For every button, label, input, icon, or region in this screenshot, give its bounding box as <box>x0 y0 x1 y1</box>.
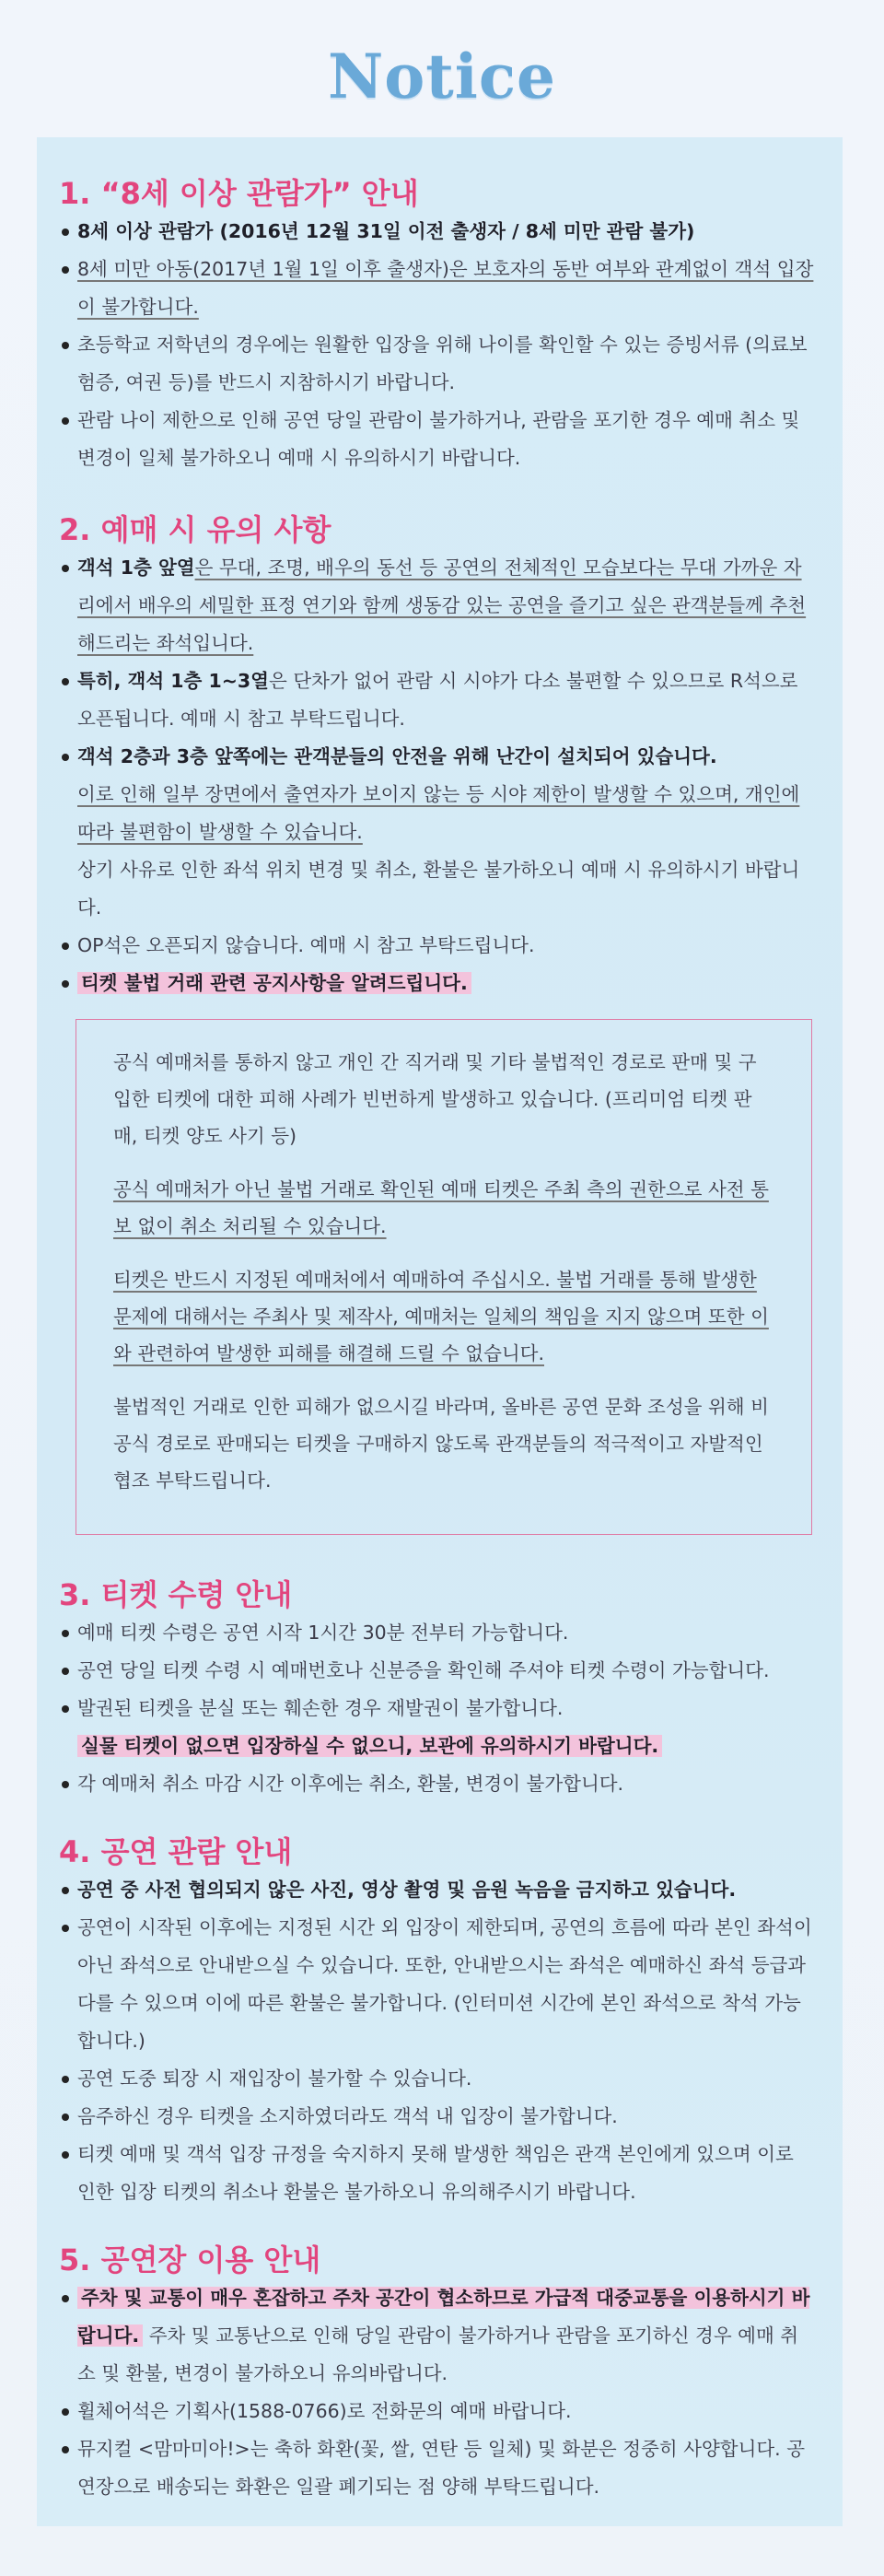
page-title: Notice <box>327 41 557 112</box>
box-paragraph-3: 티켓은 반드시 지정된 예매처에서 예매하여 주십시오. 불법 거래를 통해 발생한 문제에 대해서는 주최사 및 제작사, 예매처는 일체의 책임을 지지 않으며 또한 이와 관련하여 발생한 피해를 해결해 드릴 수 없습니다. <box>113 1269 769 1364</box>
s3-item-3-highlight: 실물 티켓이 없으면 입장하실 수 없으니, 보관에 유의하시기 바랍니다. <box>77 1735 662 1757</box>
s1-item-2-text: 8세 미만 아동(2017년 1월 1일 이후 출생자)은 보호자의 동반 여부와 관계없이 객석 입장이 불가합니다. <box>77 258 814 318</box>
s3-item-1: 예매 티켓 수령은 공연 시작 1시간 30분 전부터 가능합니다. <box>59 1614 814 1652</box>
s2-item-1 <box>59 549 814 662</box>
s3-item-3 <box>59 1690 814 1765</box>
s2-item-3 <box>59 738 814 927</box>
s2-item-5 <box>59 965 814 1002</box>
s4-item-2: 공연이 시작된 이후에는 지정된 시간 외 입장이 제한되며, 공연의 흐름에 따라 본인 좌석이 아닌 좌석으로 안내받으실 수 있습니다. 또한, 안내받으시는 좌석은 예매하신 좌석 등급과 다를 수 있으며 이에 따른 환불은 불가합니다. (인터미션 시간에 본인 좌석으로 착석 가능합니다.) <box>59 1909 814 2060</box>
s2-item-2 <box>59 662 814 738</box>
s5-item-2: 휠체어석은 기획사(1588-0766)로 전화문의 예매 바랍니다. <box>59 2393 814 2430</box>
box-paragraph-2: 공식 예매처가 아닌 불법 거래로 확인된 예매 티켓은 주최 측의 권한으로 사전 통보 없이 취소 처리될 수 있습니다. <box>113 1178 769 1237</box>
s3-item-2: 공연 당일 티켓 수령 시 예매번호나 신분증을 확인해 주셔야 티켓 수령이 가능합니다. <box>59 1652 814 1690</box>
s2-item-5-highlight: 티켓 불법 거래 관련 공지사항을 알려드립니다. <box>77 972 471 994</box>
s2-item-1-text: 은 무대, 조명, 배우의 동선 등 공연의 전체적인 모습보다는 무대 가까운 자리에서 배우의 세밀한 표정 연기와 함께 생동감 있는 공연을 즐기고 싶은 관객분들께 추천해드리는 좌석입니다. <box>77 556 807 654</box>
s4-item-3: 공연 도중 퇴장 시 재입장이 불가할 수 있습니다. <box>59 2060 814 2098</box>
s2-item-3-bold: 객석 2층과 3층 앞쪽에는 관객분들의 안전을 위해 난간이 설치되어 있습니다. <box>77 745 717 767</box>
s1-item-3: 초등학교 저학년의 경우에는 원활한 입장을 위해 나이를 확인할 수 있는 증빙서류 (의료보험증, 여권 등)를 반드시 지참하시기 바랍니다. <box>59 326 814 402</box>
s4-item-4: 음주하신 경우 티켓을 소지하였더라도 객석 내 입장이 불가합니다. <box>59 2098 814 2136</box>
section-1-title: 1. “8세 이상 관람가” 안내 <box>59 176 419 211</box>
notice-content <box>59 170 814 2506</box>
s2-item-4: OP석은 오픈되지 않습니다. 예매 시 참고 부탁드립니다. <box>59 927 814 965</box>
s4-item-1: 공연 중 사전 협의되지 않은 사진, 영상 촬영 및 음원 녹음을 금지하고 있습니다. <box>59 1871 814 1909</box>
s2-item-2-bold: 특히, 객석 1층 1~3열 <box>77 670 269 692</box>
section-5-title: 5. 공연장 이용 안내 <box>59 2242 321 2277</box>
s5-item-1-highlight: 주차 및 교통이 매우 혼잡하고 주차 공간이 협소하므로 가급적 대중교통을 이용하시기 바랍니다. <box>77 2287 810 2347</box>
s2-item-3-text: 상기 사유로 인한 좌석 위치 변경 및 취소, 환불은 불가하오니 예매 시 유의하시기 바랍니다. <box>77 859 800 919</box>
s2-item-3-underlined: 이로 인해 일부 장면에서 출연자가 보이지 않는 등 시야 제한이 발생할 수 있으며, 개인에 따라 불편함이 발생할 수 있습니다. <box>77 783 800 843</box>
s1-item-1: 8세 이상 관람가 (2016년 12월 31일 이전 출생자 / 8세 미만 관람 불가) <box>59 213 814 251</box>
s4-item-5: 티켓 예매 및 객석 입장 규정을 숙지하지 못해 발생한 책임은 관객 본인에게 있으며 이로 인한 입장 티켓의 취소나 환불은 불가하오니 유의해주시기 바랍니다. <box>59 2136 814 2211</box>
illegal-ticket-notice-box <box>76 1019 812 1535</box>
s3-item-3-text: 발권된 티켓을 분실 또는 훼손한 경우 재발권이 불가합니다. <box>77 1697 564 1719</box>
s2-item-2-text: 은 단차가 없어 관람 시 시야가 다소 불편할 수 있으므로 R석으로 오픈됩니다. 예매 시 참고 부탁드립니다. <box>77 670 798 730</box>
s5-item-1 <box>59 2279 814 2393</box>
s5-item-1-text: 주차 및 교통난으로 인해 당일 관람이 불가하거나 관람을 포기하신 경우 예매 취소 및 환불, 변경이 불가하오니 유의바랍니다. <box>77 2324 799 2384</box>
section-2-title: 2. 예매 시 유의 사항 <box>59 512 332 547</box>
s5-item-3: 뮤지컬 <맘마미아!>는 축하 화환(꽃, 쌀, 연탄 등 일체) 및 화분은 정중히 사양합니다. 공연장으로 배송되는 화환은 일괄 폐기되는 점 양해 부탁드립니다. <box>59 2430 814 2506</box>
box-paragraph-1: 공식 예매처를 통하지 않고 개인 간 직거래 및 기타 불법적인 경로로 판매 및 구입한 티켓에 대한 피해 사례가 빈번하게 발생하고 있습니다. (프리미엄 티켓 판매, 티켓 양도 사기 등) <box>113 1051 757 1147</box>
section-4-title: 4. 공연 관람 안내 <box>59 1834 293 1869</box>
s1-item-2 <box>59 251 814 326</box>
box-paragraph-4: 불법적인 거래로 인한 피해가 없으시길 바라며, 올바른 공연 문화 조성을 위해 비공식 경로로 판매되는 티켓을 구매하지 않도록 관객분들의 적극적이고 자발적인 협조 부탁드립니다. <box>113 1396 769 1492</box>
section-3-title: 3. 티켓 수령 안내 <box>59 1577 293 1612</box>
s3-item-4: 각 예매처 취소 마감 시간 이후에는 취소, 환불, 변경이 불가합니다. <box>59 1765 814 1803</box>
s2-item-1-bold: 객석 1층 앞열 <box>77 556 195 579</box>
s1-item-4: 관람 나이 제한으로 인해 공연 당일 관람이 불가하거나, 관람을 포기한 경우 예매 취소 및 변경이 일체 불가하오니 예매 시 유의하시기 바랍니다. <box>59 402 814 477</box>
